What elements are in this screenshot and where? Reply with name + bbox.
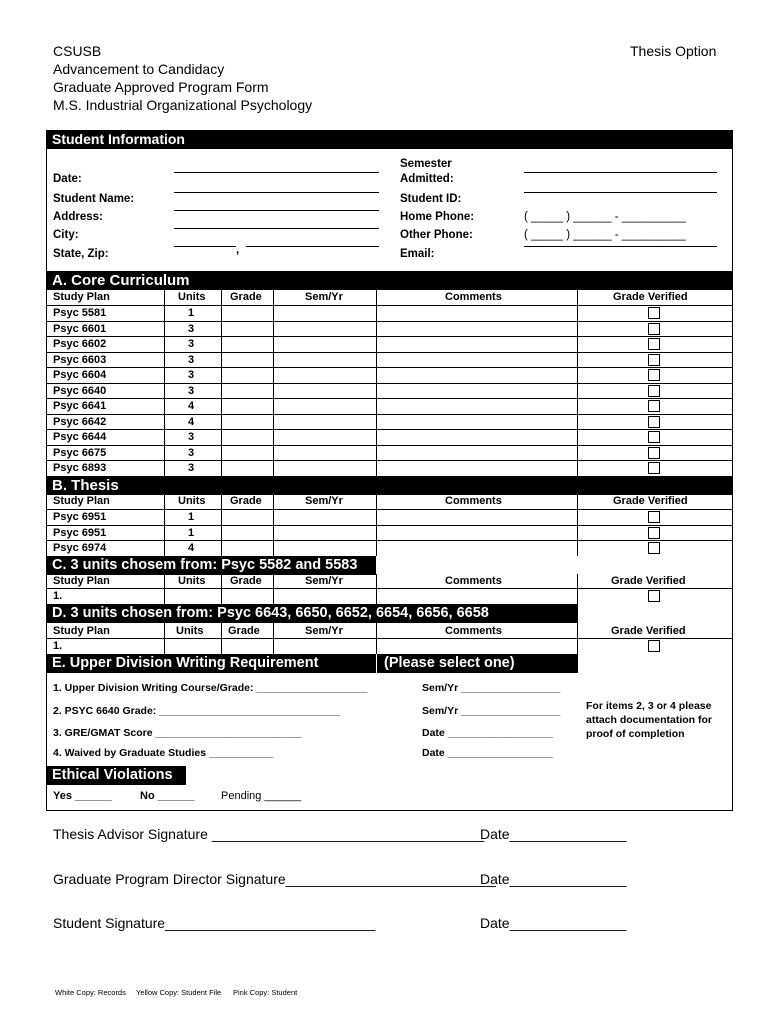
core-row-course: Psyc 6641 — [53, 400, 107, 412]
core-curriculum-header: A. Core Curriculum — [46, 271, 234, 290]
thesis-row-grade-verified-checkbox[interactable] — [648, 527, 660, 539]
core-row-course: Psyc 6603 — [53, 353, 107, 366]
core-col-comments: Comments — [445, 291, 502, 303]
section-e-select-note: (Please select one) — [384, 655, 515, 671]
core-row-units: 3 — [188, 338, 195, 350]
footer-pink-copy: Pink Copy: Student — [233, 988, 298, 997]
zip-field[interactable] — [246, 246, 379, 247]
thesis-row-units: 1 — [188, 526, 195, 539]
section-e-title: E. Upper Division Writing Requirement — [52, 655, 319, 671]
state-zip-label: State, Zip: — [53, 248, 109, 260]
d-row-1: 1. — [53, 640, 63, 652]
e-date-2[interactable]: Date __________________ — [422, 747, 553, 759]
core-col-grade: Grade — [230, 291, 262, 303]
core-row-course: Psyc 6602 — [53, 338, 107, 350]
e-note-3: proof of completion — [586, 728, 685, 740]
thesis-option-label: Thesis Option — [630, 43, 717, 59]
core-row-course: Psyc 6604 — [53, 369, 107, 381]
student-name-field[interactable] — [174, 192, 379, 193]
e-note-2: attach documentation for — [586, 714, 713, 726]
core-col-verified: Grade Verified — [613, 291, 688, 303]
home-phone-label: Home Phone: — [400, 211, 475, 223]
advisor-date[interactable]: Date_______________ — [480, 826, 627, 842]
thesis-col-grade: Grade — [230, 495, 262, 507]
core-row-grade-verified-checkbox[interactable] — [648, 354, 660, 366]
e-item-3[interactable]: 3. GRE/GMAT Score _________________________ — [53, 727, 302, 739]
admitted-label: Admitted: — [400, 173, 454, 185]
student-name-label: Student Name: — [53, 193, 135, 205]
other-phone-field[interactable]: ( _____ ) ______ - __________ — [524, 229, 686, 241]
email-field[interactable] — [524, 246, 717, 247]
footer-yellow-copy: Yellow Copy: Student File — [136, 988, 222, 997]
c-col-sem: Sem/Yr — [305, 575, 343, 587]
e-sem-1[interactable]: Sem/Yr _________________ — [422, 682, 561, 694]
core-row-units: 3 — [188, 431, 195, 443]
thesis-row-grade-verified-checkbox[interactable] — [648, 542, 660, 554]
c-col-grade: Grade — [230, 575, 262, 587]
header-line-4: M.S. Industrial Organizational Psychology — [53, 97, 313, 113]
c-col-units: Units — [178, 575, 206, 587]
city-field[interactable] — [174, 228, 379, 229]
semester-label: Semester — [400, 158, 452, 170]
core-row-grade-verified-checkbox[interactable] — [648, 369, 660, 381]
core-col-sem: Sem/Yr — [305, 291, 343, 303]
thesis-col-sem: Sem/Yr — [305, 495, 343, 507]
d-grade-verified-checkbox[interactable] — [648, 640, 660, 652]
email-label: Email: — [400, 248, 435, 260]
d-col-sem: Sem/Yr — [305, 625, 343, 637]
core-row-grade-verified-checkbox[interactable] — [648, 338, 660, 350]
ethics-pending[interactable]: Pending ______ — [221, 790, 302, 802]
c-col-comments: Comments — [445, 575, 502, 587]
ethics-yes[interactable]: Yes ______ — [53, 790, 112, 802]
city-label: City: — [53, 229, 79, 241]
student-info-header: Student Information — [46, 130, 733, 149]
e-note-1: For items 2, 3 or 4 please — [586, 700, 712, 712]
core-row-grade-verified-checkbox[interactable] — [648, 400, 660, 412]
thesis-col-verified: Grade Verified — [613, 495, 688, 507]
core-row-units: 3 — [188, 353, 195, 366]
core-row-units: 3 — [188, 462, 195, 474]
student-id-label: Student ID: — [400, 193, 462, 205]
d-col-comments: Comments — [445, 625, 502, 637]
core-row-grade-verified-checkbox[interactable] — [648, 416, 660, 428]
thesis-row-grade-verified-checkbox[interactable] — [648, 511, 660, 523]
thesis-row-course: Psyc 6974 — [53, 542, 107, 554]
student-signature[interactable]: Student Signature___________________________ — [53, 915, 376, 931]
d-col-study-plan: Study Plan — [53, 625, 110, 637]
core-row-course: Psyc 6640 — [53, 384, 107, 397]
core-row-units: 4 — [188, 400, 195, 412]
section-d-header: D. 3 units chosen from: Psyc 6643, 6650, 6652, 6654, 6656, 6658 — [46, 604, 578, 623]
header-line-3: Graduate Approved Program Form — [53, 79, 269, 95]
date-field[interactable] — [174, 172, 379, 173]
other-phone-label: Other Phone: — [400, 229, 473, 241]
core-row-course: Psyc 5581 — [53, 307, 107, 319]
student-date[interactable]: Date_______________ — [480, 915, 627, 931]
c-col-verified: Grade Verified — [611, 575, 686, 587]
date-label: Date: — [53, 173, 82, 185]
core-col-units: Units — [178, 291, 206, 303]
core-row-course: Psyc 6893 — [53, 462, 107, 474]
core-row-units: 3 — [188, 384, 195, 397]
e-date-1[interactable]: Date __________________ — [422, 727, 553, 739]
d-col-grade: Grade — [228, 625, 260, 637]
advisor-signature[interactable]: Thesis Advisor Signature ___________________________________ — [53, 826, 485, 842]
e-sem-2[interactable]: Sem/Yr _________________ — [422, 705, 561, 717]
thesis-col-units: Units — [178, 495, 206, 507]
c-row-1: 1. — [53, 590, 63, 602]
thesis-col-comments: Comments — [445, 495, 502, 507]
core-row-course: Psyc 6675 — [53, 446, 107, 459]
thesis-col-study-plan: Study Plan — [53, 495, 110, 507]
student-id-field[interactable] — [524, 192, 717, 193]
core-row-grade-verified-checkbox[interactable] — [648, 307, 660, 319]
core-row-units: 3 — [188, 446, 195, 459]
thesis-row-units: 4 — [188, 542, 195, 554]
header-line-1: CSUSB — [53, 43, 102, 59]
core-row-grade-verified-checkbox[interactable] — [648, 385, 660, 397]
e-item-4[interactable]: 4. Waived by Graduate Studies ___________ — [53, 747, 274, 759]
e-item-2[interactable]: 2. PSYC 6640 Grade: _______________________________ — [53, 705, 341, 717]
core-row-units: 1 — [188, 307, 195, 319]
director-signature[interactable]: Graduate Program Director Signature___________________________ — [53, 871, 496, 887]
state-field[interactable] — [174, 246, 236, 247]
thesis-row-course: Psyc 6951 — [53, 526, 107, 539]
e-item-1[interactable]: 1. Upper Division Writing Course/Grade: ___________________ — [53, 682, 368, 694]
d-col-verified: Grade Verified — [611, 625, 686, 637]
address-field[interactable] — [174, 210, 379, 211]
ethics-no[interactable]: No ______ — [140, 790, 195, 802]
c-grade-verified-checkbox[interactable] — [648, 590, 660, 602]
home-phone-field[interactable]: ( _____ ) ______ - __________ — [524, 211, 686, 223]
d-col-units: Units — [176, 625, 204, 637]
thesis-header: B. Thesis — [46, 476, 733, 495]
thesis-row-units: 1 — [188, 511, 195, 523]
section-e-header — [46, 654, 578, 673]
core-row-units: 4 — [188, 415, 195, 428]
footer-white-copy: White Copy: Records — [55, 988, 126, 997]
core-row-grade-verified-checkbox[interactable] — [648, 431, 660, 443]
address-label: Address: — [53, 211, 103, 223]
header-line-2: Advancement to Candidacy — [53, 61, 225, 77]
director-date[interactable]: Date_______________ — [480, 871, 627, 887]
core-row-course: Psyc 6644 — [53, 431, 107, 443]
semester-admitted-field[interactable] — [524, 172, 717, 173]
core-row-units: 3 — [188, 322, 195, 335]
thesis-row-course: Psyc 6951 — [53, 511, 107, 523]
core-row-grade-verified-checkbox[interactable] — [648, 447, 660, 459]
core-row-course: Psyc 6642 — [53, 415, 107, 428]
c-col-study-plan: Study Plan — [53, 575, 110, 587]
ethics-header: Ethical Violations — [46, 766, 186, 785]
core-row-grade-verified-checkbox[interactable] — [648, 323, 660, 335]
core-row-grade-verified-checkbox[interactable] — [648, 462, 660, 474]
section-c-header: C. 3 units chosem from: Psyc 5582 and 5583 — [46, 556, 376, 575]
core-row-course: Psyc 6601 — [53, 322, 107, 335]
core-col-study-plan: Study Plan — [53, 291, 110, 303]
core-row-units: 3 — [188, 369, 195, 381]
